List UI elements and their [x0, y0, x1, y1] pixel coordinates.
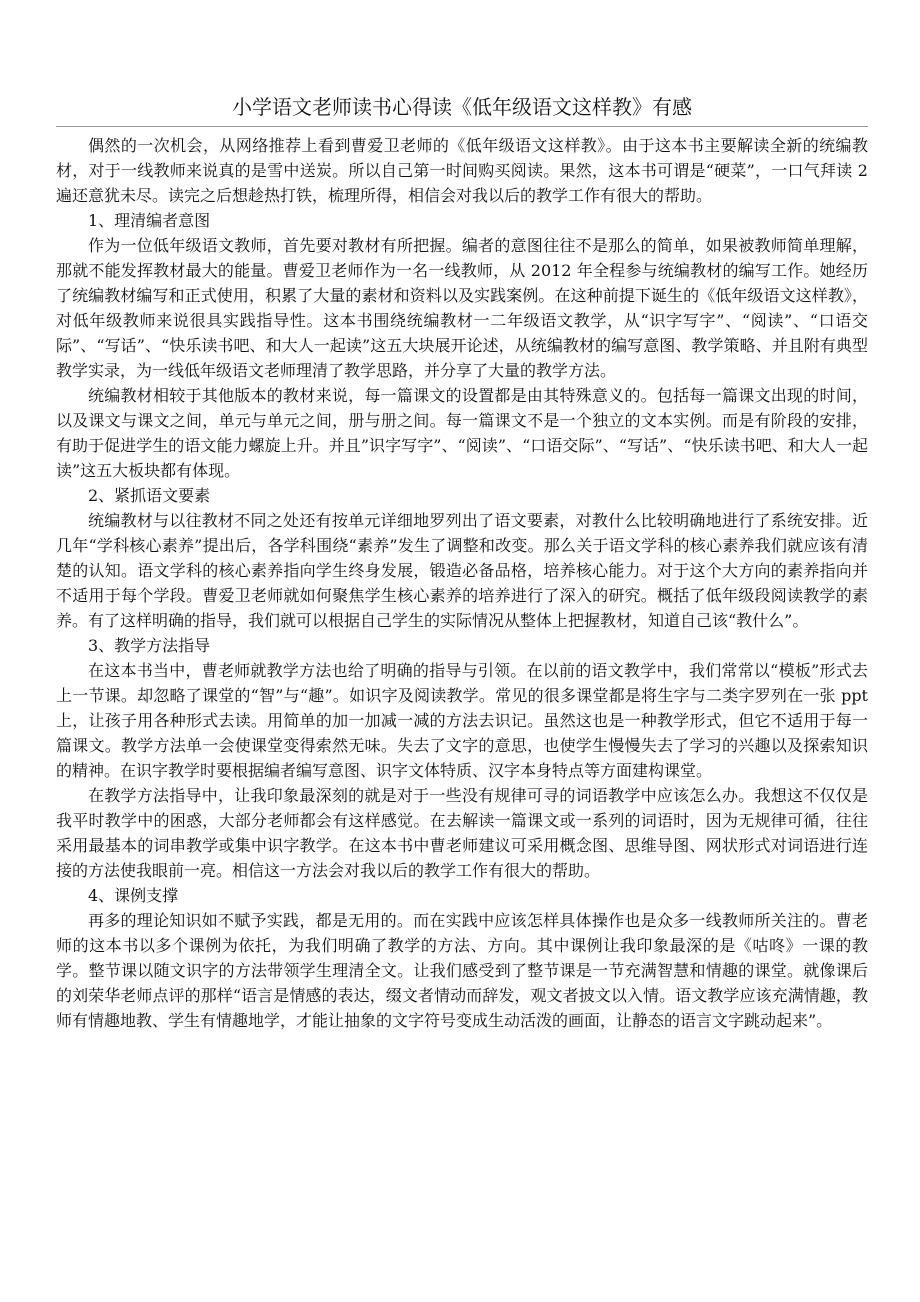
paragraph: 在教学方法指导中，让我印象最深刻的就是对于一些没有规律可寻的词语教学中应该怎么办。我想这不仅仅是我平时教学中的困惑，大部分老师都会有这样感觉。在去解读一篇课文或一系列的词语时，因为无规律可循，往往采用最基本的词串教学或集中识字教学。在这本书中曹老师建议可采用概念图、思维导图、网状形式对词语进行连接的方法使我眼前一亮。相信这一方法会对我以后的教学工作有很大的帮助。: [56, 786, 868, 880]
paragraph: 统编教材与以往教材不同之处还有按单元详细地罗列出了语文要素，对教什么比较明确地进行了系统安排。近几年“学科核心素养”提出后，各学科围绕“素养”发生了调整和改变。那么关于语文学科的核心素养我们就应该有清楚的认知。语文学科的核心素养指向学生终身发展，锻造必备品格，培养核心能力。对于这个大方向的素养指向并不适用于每个学段。曹爱卫老师就如何聚焦学生核心素养的培养进行了深入的研究。概括了低年级段阅读教学的素养。有了这样明确的指导，我们就可以根据自己学生的实际情况从整体上把握教材，知道自己该“教什么”。: [56, 511, 868, 630]
document-title: 小学语文老师读书心得读《低年级语文这样教》有感: [56, 92, 868, 127]
paragraph: 在这本书当中，曹老师就教学方法也给了明确的指导与引领。在以前的语文教学中，我们常常以“模板”形式去上一节课。却忽略了课堂的“智”与“趣”。如识字及阅读教学。常见的很多课堂都是将生字与二类字罗列在一张 ppt 上，让孩子用各种形式去读。用简单的加一加减一减的方法去识记。虽然这也是一种教学形式，但它不适用于每一篇课文。教学方法单一会使课堂变得索然无味。失去了文字的意思，也使学生慢慢失去了学习的兴趣以及探索知识的精神。在识字教学时要根据编者编写意图、识字文体特质、汉字本身特点等方面建构课堂。: [56, 661, 868, 780]
section-heading-2: 2、紧抓语文要素: [88, 486, 211, 505]
document-body: [56, 133, 868, 1033]
paragraph: 作为一位低年级语文教师，首先要对教材有所把握。编者的意图往往不是那么的简单，如果被教师简单理解，那就不能发挥教材最大的能量。曹爱卫老师作为一名一线教师，从 2012 年全程参与统编教材的编写工作。她经历了统编教材编写和正式使用，积累了大量的素材和资料以及实践案例。在这种前提下诞生的《低年级语文这样教》，对低年级教师来说很具实践指导性。这本书围绕统编教材一二年级语文教学，从“识字写字”、“阅读”、“口语交际”、“写话”、“快乐读书吧、和大人一起读”这五大块展开论述，从统编教材的编写意图、教学策略、并且附有典型教学实录，为一线低年级语文老师理清了教学思路，并分享了大量的教学方法。: [56, 236, 868, 380]
paragraph: 统编教材相较于其他版本的教材来说，每一篇课文的设置都是由其特殊意义的。包括每一篇课文出现的时间，以及课文与课文之间，单元与单元之间，册与册之间。每一篇课文不是一个独立的文本实例。而是有阶段的安排，有助于促进学生的语文能力螺旋上升。并且”识字写字”、“阅读”、“口语交际”、“写话”、“快乐读书吧、和大人一起读”这五大板块都有体现。: [56, 386, 868, 480]
paragraph: 再多的理论知识如不赋予实践，都是无用的。而在实践中应该怎样具体操作也是众多一线教师所关注的。曹老师的这本书以多个课例为依托，为我们明确了教学的方法、方向。其中课例让我印象最深的是《咕咚》一课的教学。整节课以随文识字的方法带领学生理清全文。让我们感受到了整节课是一节充满智慧和情趣的课堂。就像课后的刘荣华老师点评的那样“语言是情感的表达，缀文者情动而辞发，观文者披文以入情。语文教学应该充满情趣，教师有情趣地教、学生有情趣地学，才能让抽象的文字符号变成生动活泼的画面，让静态的语言文字跳动起来”。: [56, 911, 868, 1030]
paragraph-intro: 偶然的一次机会，从网络推荐上看到曹爱卫老师的《低年级语文这样教》。由于这本书主要解读全新的统编教材，对于一线教师来说真的是雪中送炭。所以自己第一时间购买阅读。果然，这本书可谓是“硬菜”，一口气拜读 2 遍还意犹未尽。读完之后想趁热打铁，梳理所得，相信会对我以后的教学工作有很大的帮助。: [56, 136, 868, 205]
section-heading-3: 3、教学方法指导: [88, 636, 211, 655]
section-heading-1: 1、理清编者意图: [88, 211, 211, 230]
document-page: [56, 92, 868, 1033]
section-heading-4: 4、课例支撑: [88, 886, 179, 905]
